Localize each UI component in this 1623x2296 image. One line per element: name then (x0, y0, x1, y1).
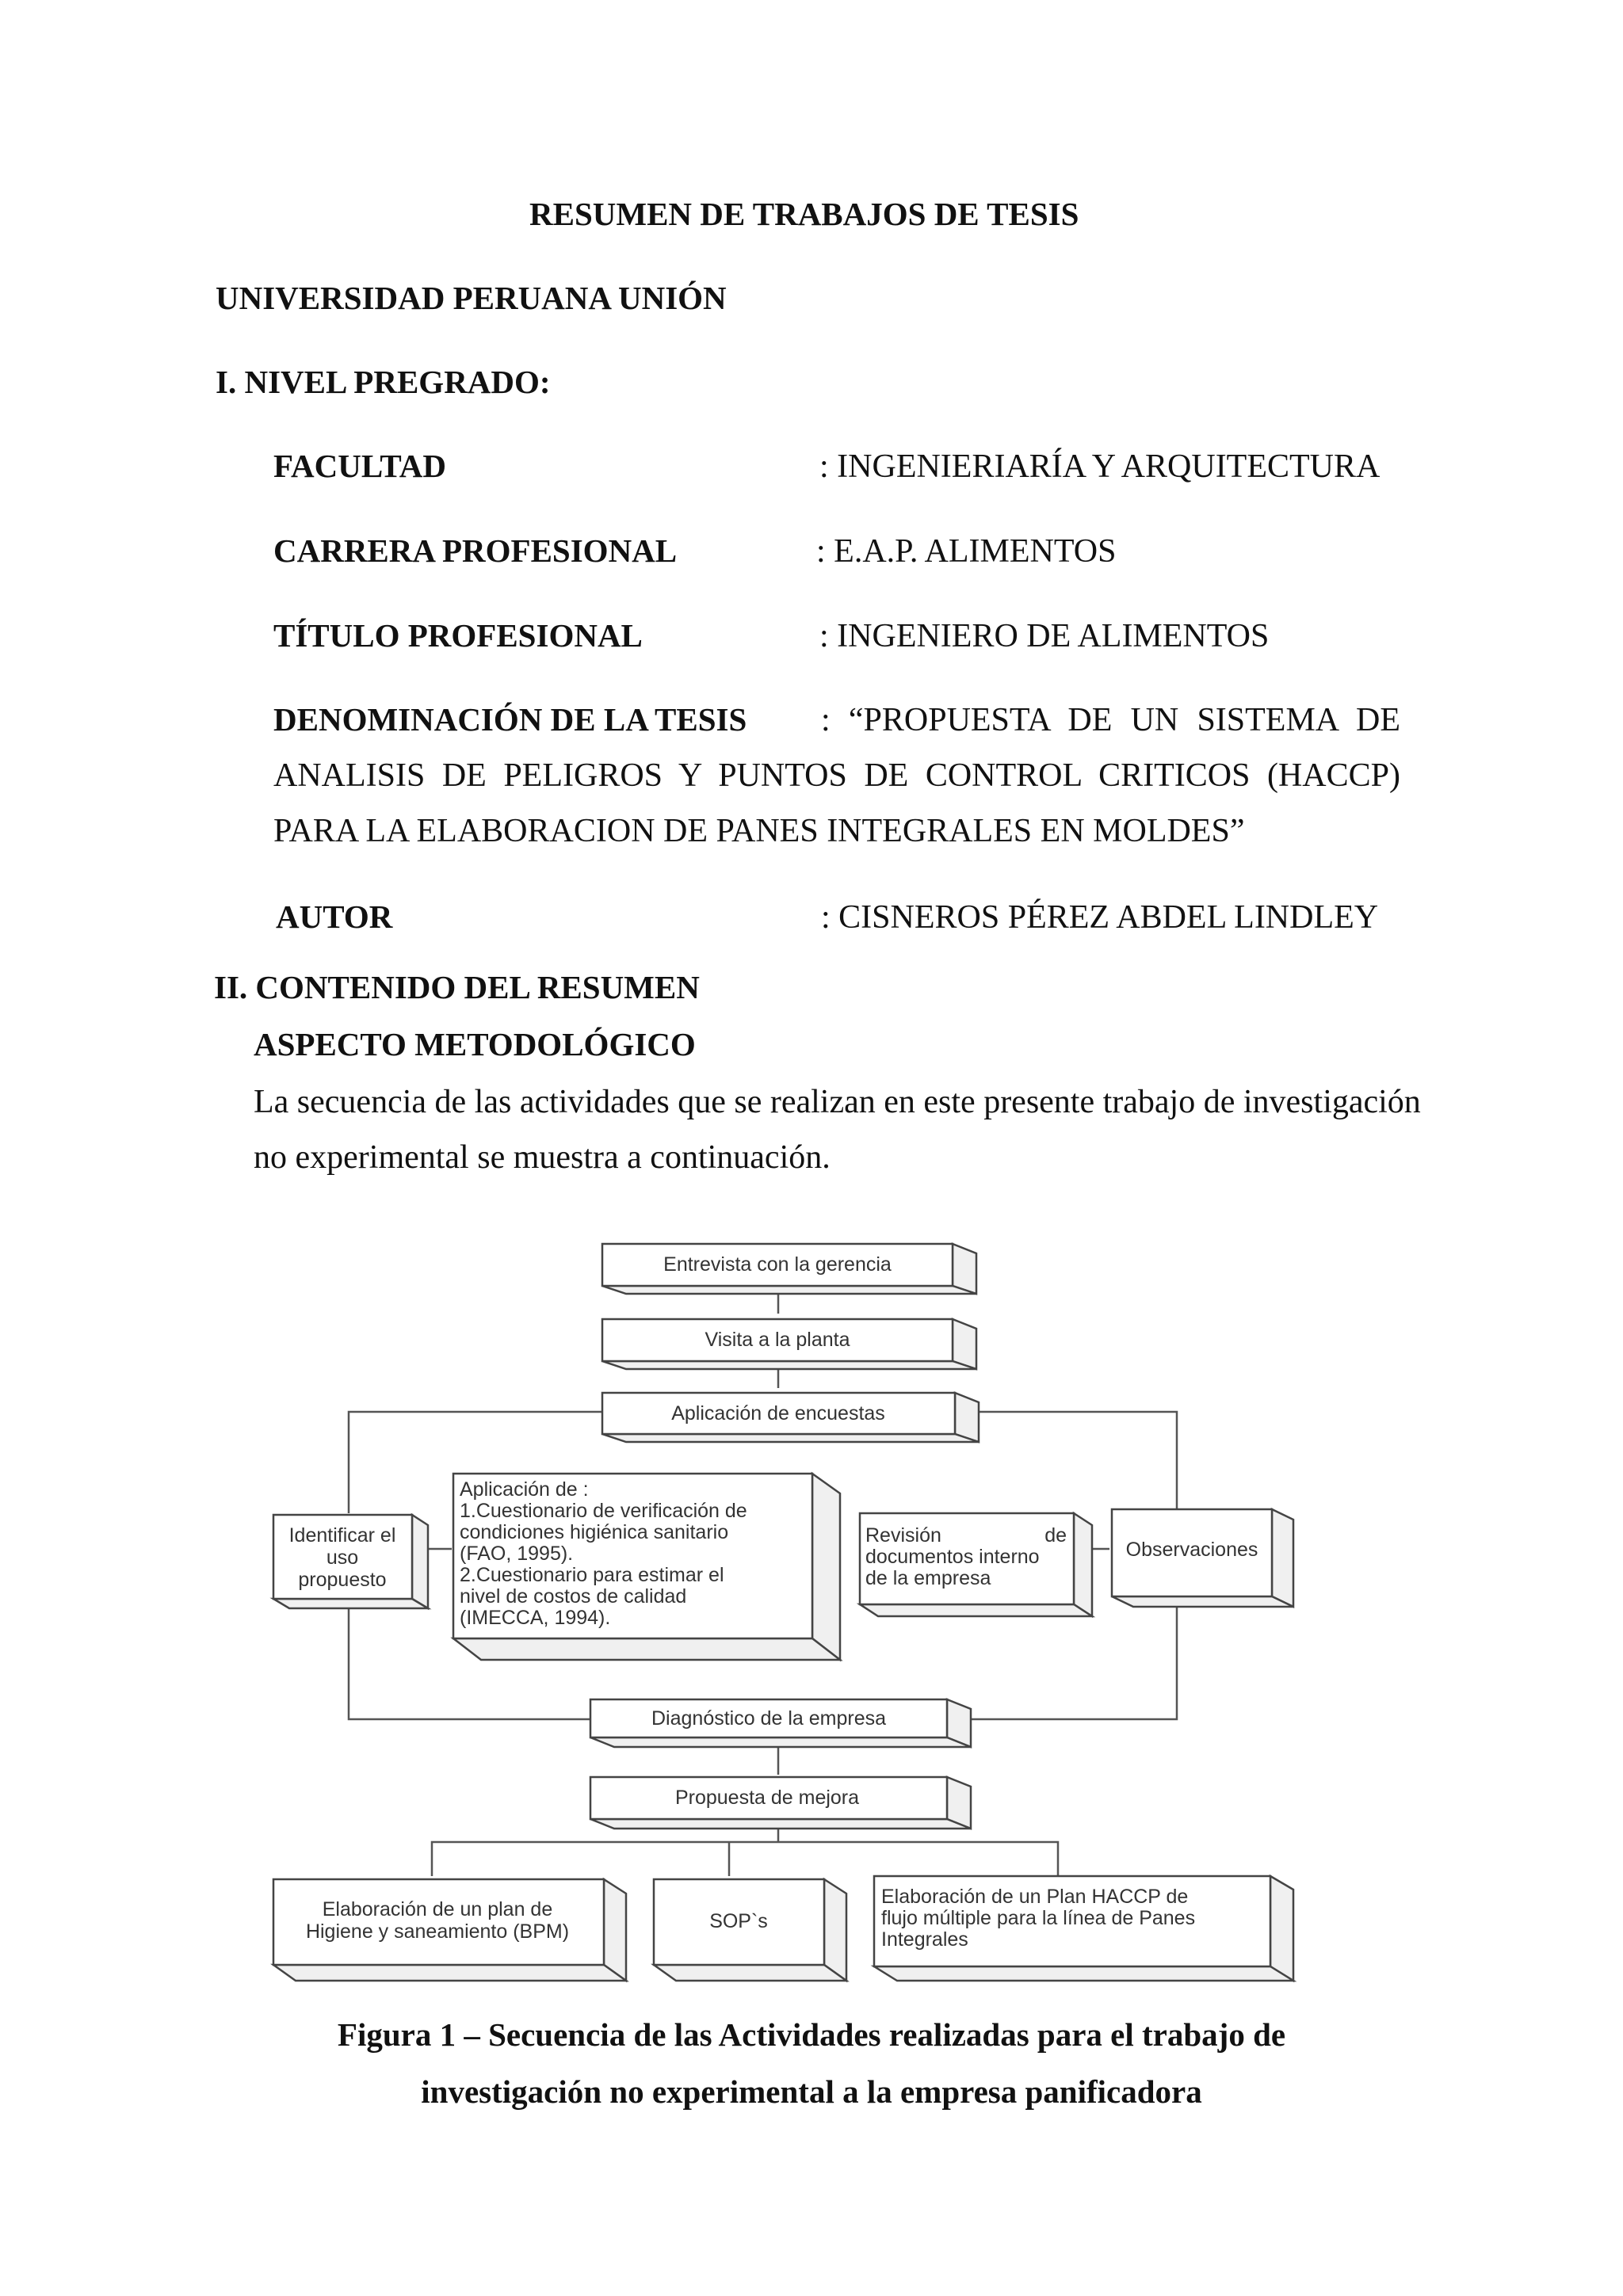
observaciones-text: Observaciones (1125, 1539, 1258, 1561)
facultad-label: FACULTAD (273, 448, 446, 484)
section-2-subheading: ASPECTO METODOLÓGICO (254, 1026, 696, 1062)
encuestas-text: Aplicación de encuestas (671, 1402, 885, 1425)
box-revision (860, 1513, 1092, 1616)
paragraph-line-1: La secuencia de las actividades que se realizan en este presente trabajo de investigación (254, 1084, 1421, 1120)
identificar-line-1: Identificar el (288, 1524, 396, 1547)
box-plan-haccp (874, 1876, 1293, 1981)
aplicacion-line-1: Aplicación de : (460, 1478, 589, 1501)
revision-line-3: de la empresa (865, 1567, 991, 1589)
box-encuestas (602, 1393, 979, 1442)
paragraph-line-2: no experimental se muestra a continuación. (254, 1139, 831, 1176)
box-propuesta (590, 1777, 971, 1829)
box-observaciones (1112, 1509, 1293, 1607)
box-aplicacion (453, 1474, 840, 1660)
propuesta-text: Propuesta de mejora (674, 1787, 860, 1809)
aplicacion-line-3: condiciones higiénica sanitario (460, 1521, 729, 1543)
university-name: UNIVERSIDAD PERUANA UNIÓN (216, 280, 727, 316)
revision-line-1a: Revisión (865, 1524, 941, 1547)
plan-haccp-line-3: Integrales (881, 1928, 968, 1951)
plan-bpm-line-1: Elaboración de un plan de (322, 1898, 553, 1920)
entrevista-text: Entrevista con la gerencia (663, 1253, 892, 1276)
aplicacion-line-2: 1.Cuestionario de verificación de (460, 1500, 747, 1522)
diagnostico-text: Diagnóstico de la empresa (651, 1707, 886, 1730)
revision-line-1b: de (1044, 1524, 1067, 1547)
visita-text: Visita a la planta (705, 1329, 850, 1351)
denominacion-label: DENOMINACIÓN DE LA TESIS (273, 701, 747, 738)
titulo-value: : INGENIERO DE ALIMENTOS (819, 618, 1270, 654)
denominacion-line2: ANALISIS DE PELIGROS Y PUNTOS DE CONTROL CRITICOS (HACCP) (273, 757, 1400, 794)
revision-line-2: documentos interno (865, 1546, 1040, 1568)
box-diagnostico (590, 1699, 971, 1747)
aplicacion-line-4: (FAO, 1995). (460, 1543, 574, 1565)
autor-label: AUTOR (276, 898, 393, 935)
titulo-label: TÍTULO PROFESIONAL (273, 617, 643, 654)
box-identificar (273, 1515, 428, 1608)
aplicacion-line-5: 2.Cuestionario para estimar el (460, 1564, 724, 1586)
box-plan-bpm (273, 1879, 626, 1981)
identificar-line-3: propuesto (298, 1569, 387, 1591)
aplicacion-line-7: (IMECCA, 1994). (460, 1607, 611, 1629)
box-entrevista (602, 1244, 976, 1294)
sops-text: SOP`s (709, 1910, 768, 1932)
carrera-value: : E.A.P. ALIMENTOS (816, 533, 1117, 570)
figure-caption-line-1: Figura 1 – Secuencia de las Actividades realizadas para el trabajo de (337, 2016, 1286, 2053)
figure-caption-line-2: investigación no experimental a la empresa panificadora (421, 2073, 1202, 2110)
box-sops (654, 1879, 846, 1981)
document-title: RESUMEN DE TRABAJOS DE TESIS (529, 196, 1079, 232)
section-1-heading: I. NIVEL PREGRADO: (216, 364, 551, 400)
plan-haccp-line-2: flujo múltiple para la línea de Panes (881, 1907, 1196, 1929)
autor-value: : CISNEROS PÉREZ ABDEL LINDLEY (821, 899, 1379, 936)
section-2-heading: II. CONTENIDO DEL RESUMEN (214, 969, 700, 1005)
plan-haccp-line-1: Elaboración de un Plan HACCP de (881, 1886, 1189, 1908)
aplicacion-line-6: nivel de costos de calidad (460, 1585, 687, 1608)
carrera-label: CARRERA PROFESIONAL (273, 532, 678, 569)
box-visita (602, 1319, 976, 1369)
denominacion-value-line1: : “PROPUESTA DE UN SISTEMA DE (821, 702, 1400, 738)
identificar-line-2: uso (326, 1547, 359, 1569)
facultad-value: : INGENIERIARÍA Y ARQUITECTURA (819, 448, 1381, 485)
denominacion-line3: PARA LA ELABORACION DE PANES INTEGRALES EN MOLDES” (273, 813, 1245, 849)
plan-bpm-line-2: Higiene y saneamiento (BPM) (305, 1920, 570, 1943)
